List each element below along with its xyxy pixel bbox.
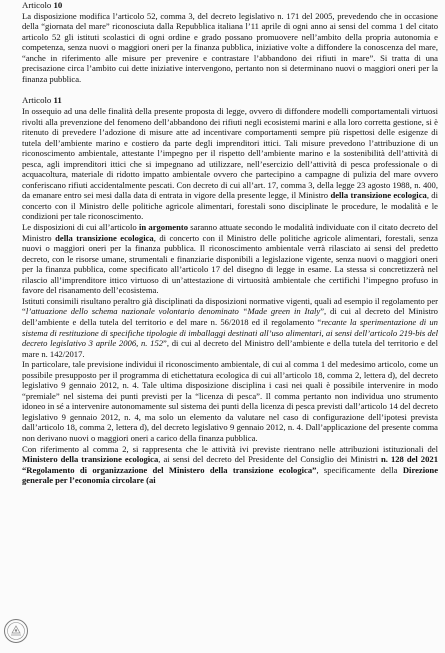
article-11-number: 11: [53, 95, 62, 106]
p5-bold-direzione: Direzione generale per l’economia circolare (ai: [22, 464, 439, 486]
article-11-paragraph-2: [22, 222, 438, 296]
p3-text-c: ”, di cui al decreto del Ministro dell’ambiente e della tutela del territorio e del mare n. 142/2017.: [22, 338, 438, 359]
article-11-paragraph-1: [22, 106, 438, 222]
p3-text-b: ”, di cui al decreto del Ministro dell’ambiente e della tutela del territorio e del mare n. 56/2018 ed il regolamento “: [22, 306, 438, 327]
article-11-paragraph-4: In particolare, tale previsione individui il riconoscimento ambientale, di cui al comma 1 del medesimo articolo, come un possibile presupposto per il programma di etichettatura ecologica di cui all’articolo 18, comma 2, lettera d), del decreto legislativo 9 gennaio 2012, n. 4. Tale ultima disposizione disciplina i casi nei quali è possibile intervenire in modo “premiale” nel sistema dei punti previsti per la “licenza di pesca”. Il comma pertanto non individua uno strumento idoneo in sé a intervenire autonomamente sul sistema dei punti della licenza di pesca previsti dall’articolo 14 del decreto legislativo 9 gennaio 2012, n. 4, ma solo un elemento da valutare nel caso di configurazione dell’ipotesi prevista dall’articolo 18, comma 2, lettera d), del decreto legislativo 9 gennaio 2012, n. 4. Dall’applicazione del presente comma non derivano nuovi o maggiori oneri a carico della finanza pubblica.: [22, 359, 438, 443]
p2-text-a: Le disposizioni di cui all’articolo: [22, 222, 139, 233]
p3-text-a: Istituti consimili risultano peraltro già disciplinati da disposizioni normative vigenti, quali ad esempio il regolamento per “: [22, 295, 438, 317]
article-10-heading-label: Articolo: [22, 0, 54, 10]
p2-text-c: , di concerto con il Ministro delle politiche agricole alimentari, forestali, senza nuovi o maggiori oneri per la finanza pubblica. Il riconoscimento ambientale verrà rilasciato ai sensi del predetto decreto, con le risorse umane, strumentali e finanziarie disponibili a legislazione vigente, senza nuovi o maggiori oneri per la finanza pubblica, come specificato all’articolo 17 del disegno di legge in esame. La stessa si concretizzerà nel rilascio all’imprenditore ittico virtuoso di un’attestazione di virtuosità ambientale che certifichi l’impegno profuso in favore del risanamento dell’ecosistema.: [22, 232, 438, 296]
document-body: [22, 0, 438, 486]
article-10-number: 10: [53, 0, 63, 10]
p5-bold-ministero: Ministero della transizione ecologica: [22, 454, 159, 465]
p5-bold-regolamento: n. 128 del 2021 “Regolamento di organizzazione del Ministero della transizione ecologica”: [22, 454, 438, 475]
p3-italic-made-green: l’attuazione dello schema nazionale volontario denominato “Made green in Italy: [25, 306, 321, 317]
p2-bold-argomento: in argomento: [138, 222, 189, 233]
article-11-heading-label: Articolo: [22, 95, 54, 106]
p5-text-a: Con riferimento al comma 2, si rappresenta che le attività ivi previste rientrano nelle attribuzioni istituzionali del: [22, 443, 438, 454]
article-10-paragraph: La disposizione modifica l’articolo 52, comma 3, del decreto legislativo n. 171 del 2005, prevedendo che in occasione della “giornata del mare” riconosciuta dalla Repubblica italiana l’11 aprile di ogni anno ai sensi del comma 1 del citato articolo 52 gli istituti scolastici di ogni ordine e grado possano promuovere nell’ambito della propria autonomia e competenza, senza nuovi o maggiori oneri per la finanza pubblica, iniziative volte a diffondere la conoscenza del mare, “anche in riferimento alle misure per prevenire e contrastare l’abbandono dei rifiuti in mare”. Si tratta di una precisazione circa l’ambito cui dette iniziative intervengono, pertanto non si determinano nuovi o maggiori oneri per la finanza pubblica.: [22, 10, 438, 84]
p1-text: In ossequio ad una delle finalità della presente proposta di legge, ovvero di diffondere modelli comportamentali virtuosi rivolti alla prevenzione del fenomeno dell’abbandono dei rifiuti negli ecosistemi marini e alla loro corretta gestione, si è ritenuto di prevedere l’adozione di misure atte ad incentivare comportamenti sempre più rispettosi delle esigenze di tutela dell’ambiente marino e costiero da parte degli imprenditori ittici. Tali misure prevedono l’attribuzione di un riconoscimento ambientale, attestante l’impegno per il rispetto dell’ambiente marino e la sostenibilità dell’attività di pesca, agli imprenditori ittici che si impegnano ad utilizzare, nell’esercizio dell’attività di pesca professionale o di acquacoltura, materiale di ridotto impatto ambientale ovvero che partecipino a campagne di pulizia del mare ovvero conferiscano rifiuti accidentalmente pescati. Con decreto di cui all’art. 17, comma 3, della legge 23 agosto 1988, n. 400, da emanare entro sei mesi dalla data di entrata in vigore della presente legge, il Ministro: [22, 106, 438, 201]
article-11-heading: [22, 95, 438, 106]
p1-bold-ministry: della transizione ecologica: [330, 190, 427, 201]
p1-text-end: , di concerto con il Ministro delle politiche agricole alimentari, forestali sono disciplinate le procedure, le modalità e le condizioni per tale riconoscimento.: [22, 190, 438, 222]
article-11-paragraph-5: [22, 444, 438, 486]
article-11-paragraph-3: [22, 296, 438, 359]
p2-text-b: saranno attuate secondo le modalità individuate con il citato decreto del Ministro: [22, 222, 438, 243]
p3-italic-regolamento: recante la sperimentazione di un sistema di restituzione di specifiche tipologie di imballaggi destinati all’uso alimentari, ai sensi dell’articolo 219-bis del decreto legislativo 3 aprile 2006, n. 152: [22, 316, 438, 349]
p5-text-b: , ai sensi del decreto del Presidente del Consiglio dei Ministri: [158, 454, 382, 465]
article-10-heading: [22, 0, 438, 11]
senate-seal-icon: [3, 618, 29, 644]
section-gap: [22, 84, 438, 95]
p5-text-c: , specificamente della: [316, 464, 403, 475]
p2-bold-ministry: della transizione ecologica: [55, 232, 154, 243]
